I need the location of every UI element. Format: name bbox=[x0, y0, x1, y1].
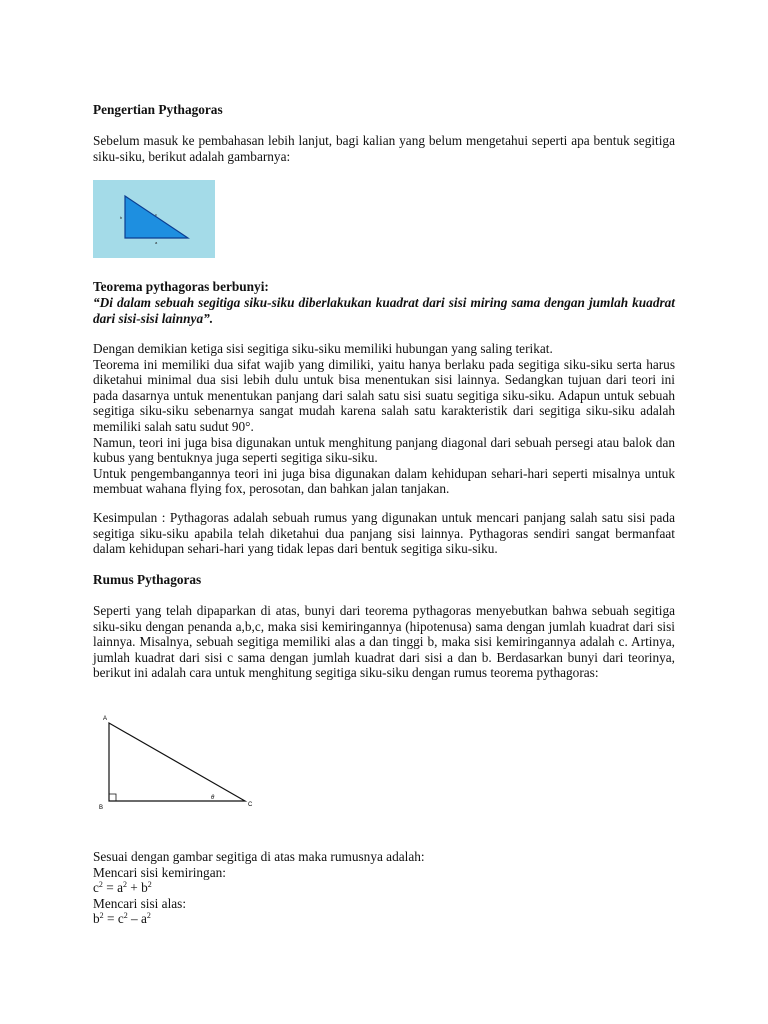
label-b: b bbox=[120, 215, 123, 220]
heading-pengertian: Pengertian Pythagoras bbox=[93, 102, 223, 117]
paragraph-sifat: Teorema ini memiliki dua sifat wajib yang dimiliki, yaitu hanya berlaku pada segitiga siku-siku serta harus diketahui minimal dua sisi lebih dulu untuk bisa menentukan sisi lainnya. Sedangkan tujuan dari teori ini pada dasarnya untuk menentukan panjang dari salah satu sisi suatu segitiga siku-siku. Adapun untuk sebuah segitiga siku-siku sebenarnya sangat mudah karena salah satu karakteristik dari segitiga siku-siku adalah memiliki salah satu sudut 90°. bbox=[93, 356, 675, 434]
paragraph-hubungan: Dengan demikian ketiga sisi segitiga siku-siku memiliki hubungan yang saling terikat. bbox=[93, 341, 553, 356]
formula-1-title: Mencari sisi kemiringan: bbox=[93, 864, 226, 880]
vertex-a: A bbox=[103, 716, 108, 722]
figure-right-triangle-blue bbox=[93, 180, 215, 258]
vertex-b: B bbox=[99, 805, 104, 811]
formula-2: $b^2 = c^2 - a^2$ bbox=[93, 911, 151, 927]
triangle-abc-diagram bbox=[93, 709, 263, 815]
heading-rumus: Rumus Pythagoras bbox=[93, 572, 202, 587]
label-c: c bbox=[155, 212, 157, 217]
conclusion-paragraph: Kesimpulan : Pythagoras adalah sebuah rumus yang digunakan untuk mencari panjang salah satu sisi pada segitiga siku-siku apabila telah diketahui dua panjang sisi lainnya. Pythagoras sendiri sangat bermanfaat dalam kehidupan sehari-hari yang tidak lepas dari bentuk segitiga siku-siku. bbox=[93, 510, 675, 557]
label-a: a bbox=[155, 240, 158, 245]
figure-right-triangle-abc bbox=[93, 709, 263, 815]
theorem-quote: “Di dalam sebuah segitiga siku-siku diberlakukan kuadrat dari sisi miring sama dengan jumlah kuadrat dari sisi-sisi lainnya”. bbox=[93, 295, 675, 326]
triangle-abc-outline bbox=[109, 723, 245, 801]
paragraph-pengembangan: Untuk pengembangannya teori ini juga bisa digunakan dalam kehidupan sehari-hari seperti misalnya untuk membuat wahana flying fox, perosotan, dan bahkan jalan tanjakan. bbox=[93, 465, 675, 497]
formula-2-title: Mencari sisi alas: bbox=[93, 895, 187, 911]
rumus-paragraph: Seperti yang telah dipaparkan di atas, bunyi dari teorema pythagoras menyebutkan bahwa sebuah segitiga siku-siku dengan penanda a,b,c, maka sisi kemiringannya (hipotenusa) sama dengan jumlah kuadrat dari sisi lainnya. Misalnya, sebuah segitiga memiliki alas a dan tinggi b, maka sisi kemiringannya adalah c. Artinya, jumlah kuadrat dari sisi c sama dengan jumlah kuadrat dari sisi a dan b. Berdasarkan bunyi dari teorinya, berikut ini adalah cara untuk menghitung segitiga siku-siku dengan rumus teorema pythagoras: bbox=[93, 603, 675, 681]
angle-theta: θ bbox=[211, 795, 215, 801]
intro-paragraph: Sebelum masuk ke pembahasan lebih lanjut, bagi kalian yang belum mengetahui seperti apa bentuk segitiga siku-siku, berikut adalah gambarnya: bbox=[93, 133, 675, 164]
right-angle-marker bbox=[109, 794, 116, 801]
formula-1: $c^2 = a^2 + b^2$ bbox=[93, 880, 152, 896]
formula-section bbox=[93, 849, 675, 927]
triangle-shape bbox=[125, 196, 188, 238]
formula-intro: Sesuai dengan gambar segitiga di atas maka rumusnya adalah: bbox=[93, 849, 425, 864]
vertex-c: C bbox=[248, 802, 253, 808]
triangle-diagram bbox=[93, 180, 215, 258]
theorem-title: Teorema pythagoras berbunyi: bbox=[93, 279, 269, 294]
paragraph-diagonal: Namun, teori ini juga bisa digunakan untuk menghitung panjang diagonal dari sebuah persegi atau balok dan kubus yang bentuknya juga seperti segitiga siku-siku. bbox=[93, 434, 675, 466]
body-paragraph-group bbox=[93, 341, 675, 497]
